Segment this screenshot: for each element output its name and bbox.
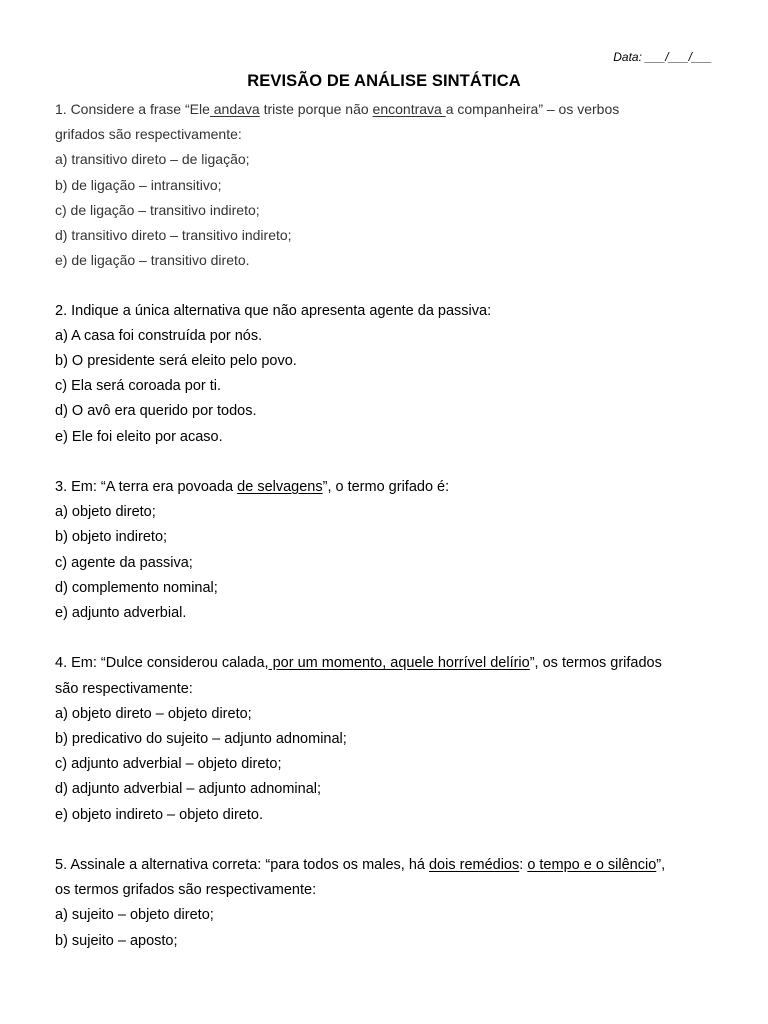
question-3-prompt	[55, 475, 725, 500]
q1-text-c: a companheira” – os verbos	[445, 101, 620, 117]
q5-text-a: 5. Assinale a alternativa correta: “para todos os males, há	[55, 857, 429, 874]
q1-option-e: e) de ligação – transitivo direto.	[55, 252, 250, 269]
question-4-prompt	[55, 651, 725, 676]
question-5-prompt-line-2: os termos grifados são respectivamente:	[55, 882, 317, 899]
q3-option-d: d) complemento nominal;	[55, 579, 218, 596]
q4-option-d: d) adjunto adverbial – adjunto adnominal;	[55, 781, 322, 798]
q2-option-a: a) A casa foi construída por nós.	[55, 327, 263, 344]
question-5-prompt	[55, 853, 725, 878]
q1-underlined-verb-1: andava	[209, 101, 260, 117]
q1-option-a: a) transitivo direto – de ligação;	[55, 151, 250, 168]
question-1-prompt	[55, 97, 725, 122]
q5-underlined-term-1: dois remédios	[428, 857, 520, 874]
q3-option-a: a) objeto direto;	[55, 504, 156, 521]
q1-text-b: triste porque não	[259, 101, 373, 117]
q1-underlined-verb-2: encontrava	[372, 101, 446, 117]
q4-underlined-terms: por um momento, aquele horrível delírio	[268, 655, 530, 672]
q1-option-d: d) transitivo direto – transitivo indireto;	[55, 227, 292, 244]
q2-option-b: b) O presidente será eleito pelo povo.	[55, 353, 297, 370]
question-4-prompt-line-2: são respectivamente:	[55, 680, 193, 697]
q2-option-d: d) O avô era querido por todos.	[55, 403, 257, 420]
q3-option-b: b) objeto indireto;	[55, 529, 168, 546]
q5-text-b: :	[519, 857, 528, 874]
date-field: Data: ___/___/___	[613, 50, 712, 64]
q5-option-a: a) sujeito – objeto direto;	[55, 907, 214, 924]
q5-underlined-term-2: o tempo e o silêncio	[527, 857, 657, 874]
q3-text-a: 3. Em: “A terra era povoada	[55, 479, 238, 496]
q5-text-c: ”,	[656, 857, 666, 874]
question-2-prompt: 2. Indique a única alternativa que não apresenta agente da passiva:	[55, 302, 492, 319]
q1-option-b: b) de ligação – intransitivo;	[55, 176, 222, 193]
page-title: REVISÃO DE ANÁLISE SINTÁTICA	[247, 72, 521, 90]
q4-option-b: b) predicativo do sujeito – adjunto adnominal;	[55, 731, 347, 748]
q4-option-c: c) adjunto adverbial – objeto direto;	[55, 756, 282, 773]
q1-text-a: 1. Considere a frase “Ele	[55, 101, 210, 117]
q4-option-e: e) objeto indireto – objeto direto.	[55, 806, 263, 823]
q4-text-b: ”, os termos grifados	[529, 655, 662, 672]
q3-option-e: e) adjunto adverbial.	[55, 605, 187, 622]
q2-option-e: e) Ele foi eleito por acaso.	[55, 428, 223, 445]
q4-text-a: 4. Em: “Dulce considerou calada,	[55, 655, 269, 672]
question-1-prompt-line-2: grifados são respectivamente:	[55, 126, 242, 143]
q4-option-a: a) objeto direto – objeto direto;	[55, 705, 252, 722]
q3-option-c: c) agente da passiva;	[55, 554, 193, 571]
q3-underlined-term: de selvagens	[237, 479, 323, 496]
q2-option-c: c) Ela será coroada por ti.	[55, 378, 222, 395]
q3-text-b: ”, o termo grifado é:	[322, 479, 450, 496]
q1-option-c: c) de ligação – transitivo indireto;	[55, 201, 260, 218]
worksheet-body	[55, 97, 725, 954]
q5-option-b: b) sujeito – aposto;	[55, 932, 178, 949]
